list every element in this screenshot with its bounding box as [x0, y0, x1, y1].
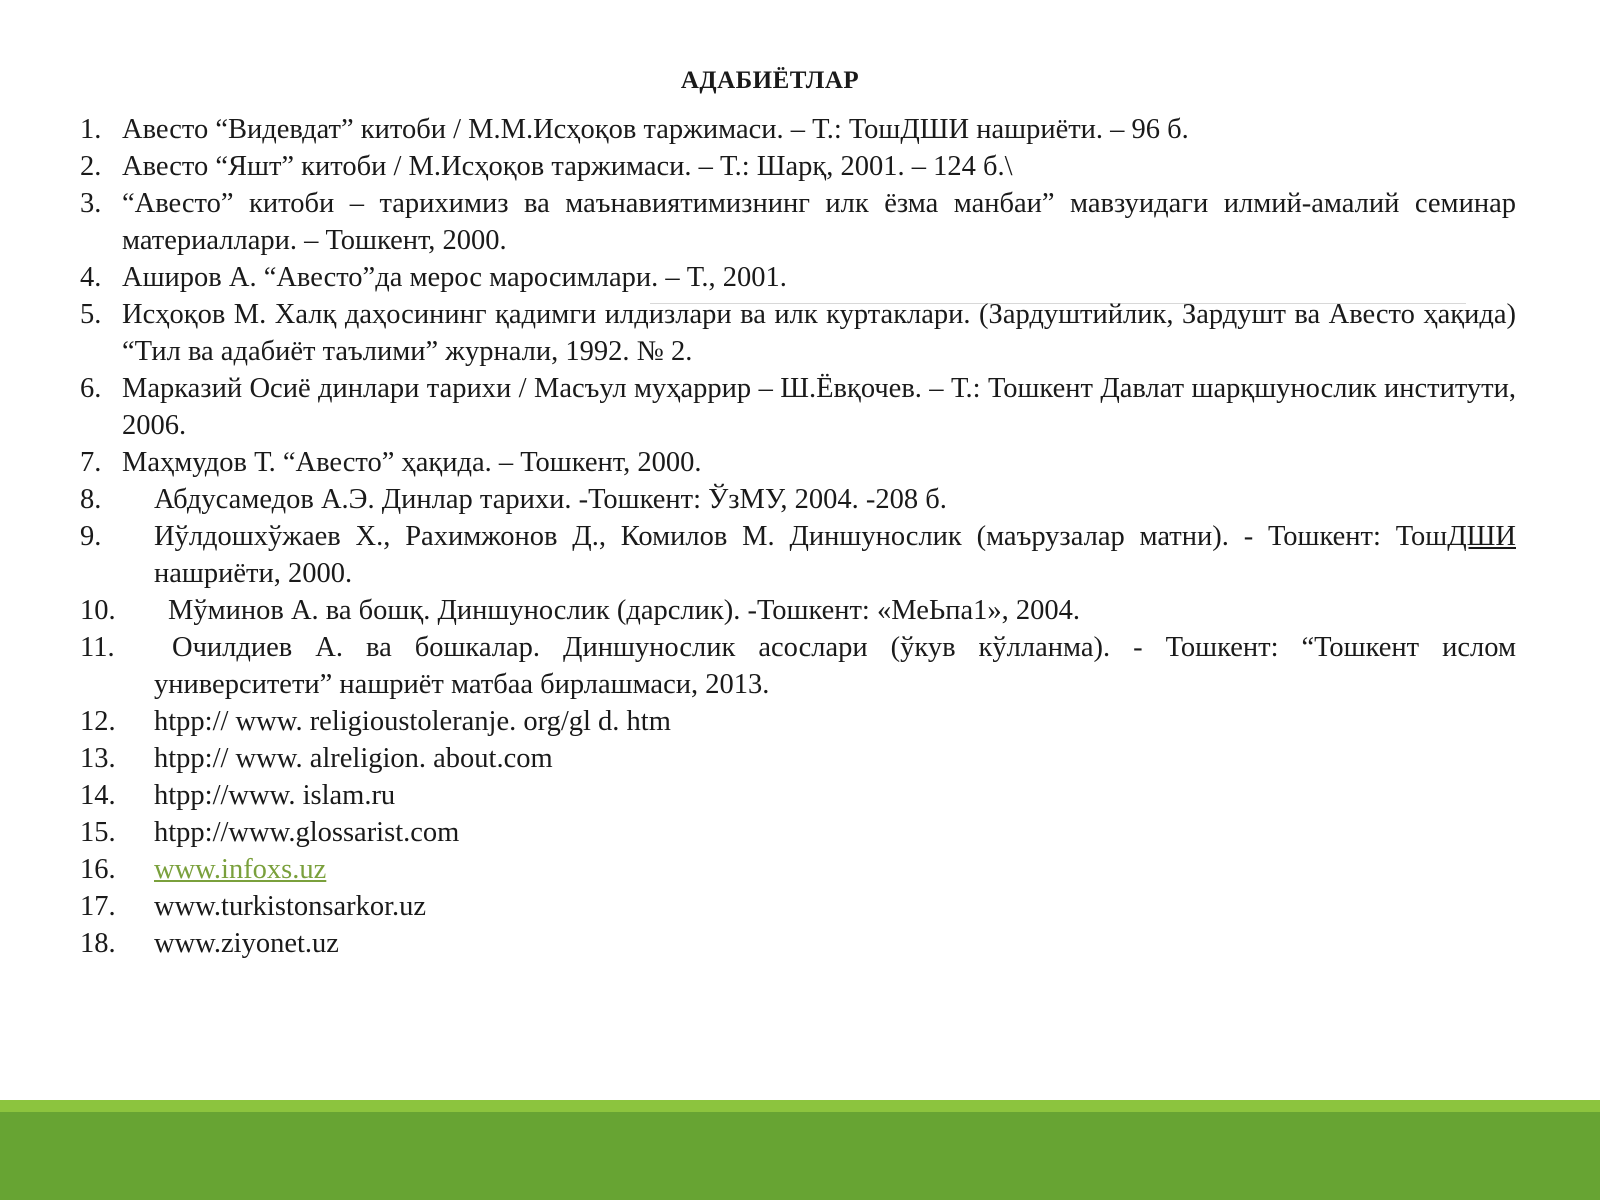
reference-number: 17. — [80, 891, 116, 922]
reference-link[interactable]: www.infoxs.uz — [154, 854, 327, 885]
reference-item-7 — [80, 444, 1516, 481]
reference-list — [80, 111, 1516, 962]
reference-text-part: Иўлдошхўжаев X., Рахимжонов Д., Комилов М. Диншунослик (маърузалар матни). - Тошкент: Тош — [154, 521, 1448, 552]
reference-item-12 — [80, 703, 1516, 740]
reference-number: 18. — [80, 928, 116, 959]
reference-number: 15. — [80, 817, 116, 848]
reference-number: 3. — [80, 188, 102, 219]
reference-text: Абдусамедов А.Э. Динлар тарихи. -Тошкент: ЎзМУ, 2004. -208 б. — [154, 484, 947, 515]
reference-text: Исҳоқов М. Халқ даҳосининг қадимги илдизлари ва илк куртаклари. (Зардуштийлик, Зардушт ва Авесто ҳақида) “Тил ва адабиёт таълими” журнали, 1992. № 2. — [122, 299, 1516, 367]
reference-number: 9. — [80, 521, 102, 552]
reference-item-4 — [80, 259, 1516, 296]
footer-band — [0, 1100, 1600, 1200]
reference-item-5 — [80, 296, 1516, 370]
reference-item-9 — [80, 518, 1516, 592]
reference-text: Авесто “Видевдат” китоби / М.М.Исҳоқов таржимаси. – Т.: ТошДШИ нашриёти. – 96 б. — [122, 114, 1189, 145]
reference-item-10 — [80, 592, 1516, 629]
reference-item-13 — [80, 740, 1516, 777]
reference-number: 13. — [80, 743, 116, 774]
page-title: АДАБИЁТЛАР — [680, 67, 860, 94]
underlined-text: ДШИ — [1447, 521, 1516, 552]
reference-item-16 — [80, 851, 1516, 888]
reference-number: 6. — [80, 373, 102, 404]
reference-text: Аширов А. “Авесто”да мерос маросимлари. – Т., 2001. — [122, 262, 787, 293]
reference-text — [154, 521, 1516, 589]
reference-text: Маҳмудов Т. “Авесто” ҳақида. – Тошкент, 2000. — [122, 447, 702, 478]
reference-text: Очилдиев А. ва бошкалар. Диншунослик асослари (ўкув кўлланма). - Тошкент: “Тошкент ислом университети” нашриёт матбаа бирлашмаси, 2013. — [154, 632, 1516, 700]
reference-text: Марказий Осиё динлари тарихи / Масъул муҳаррир – Ш.Ёвқочев. – Т.: Тошкент Давлат шарқшунослик институти, 2006. — [122, 373, 1516, 441]
reference-number: 14. — [80, 780, 116, 811]
reference-number: 16. — [80, 854, 116, 885]
reference-text: “Авесто” китоби – тарихимиз ва маънавиятимизнинг илк ёзма манбаи” мавзуидаги илмий-амалий семинар материаллари. – Тошкент, 2000. — [122, 188, 1516, 256]
reference-item-15 — [80, 814, 1516, 851]
reference-number: 12. — [80, 706, 116, 737]
footer-highlight — [0, 1100, 1600, 1112]
reference-item-3 — [80, 185, 1516, 259]
reference-item-8 — [80, 481, 1516, 518]
reference-item-6 — [80, 370, 1516, 444]
reference-number: 5. — [80, 299, 102, 330]
reference-item-11 — [80, 629, 1516, 703]
reference-number: 7. — [80, 447, 102, 478]
reference-number: 10. — [80, 595, 116, 626]
reference-text-part: нашриёти, 2000. — [154, 558, 353, 589]
reference-text: Авесто “Яшт” китоби / М.Исҳоқов таржимаси. – Т.: Шарқ, 2001. – 124 б.\ — [122, 151, 1013, 182]
reference-item-2 — [80, 148, 1516, 185]
reference-text: Мўминов А. ва бошқ. Диншунослик (дарслик). -Тошкент: «МеЬпа1», 2004. — [168, 595, 1080, 626]
reference-item-14 — [80, 777, 1516, 814]
reference-item-1 — [80, 111, 1516, 148]
reference-url: htpp://www. islam.ru — [154, 780, 396, 811]
reference-number: 4. — [80, 262, 102, 293]
reference-number: 11. — [80, 632, 115, 663]
reference-url: htpp:// www. religioustoleranje. org/gl d. htm — [154, 706, 671, 737]
reference-number: 1. — [80, 114, 102, 145]
reference-url: www.ziyonet.uz — [154, 928, 339, 959]
reference-number: 2. — [80, 151, 102, 182]
reference-url: htpp:// www. alreligion. about.com — [154, 743, 553, 774]
reference-item-18 — [80, 925, 1516, 962]
reference-url: htpp://www.glossarist.com — [154, 817, 460, 848]
reference-number: 8. — [80, 484, 102, 515]
reference-item-17 — [80, 888, 1516, 925]
reference-url: www.turkistonsarkor.uz — [154, 891, 427, 922]
